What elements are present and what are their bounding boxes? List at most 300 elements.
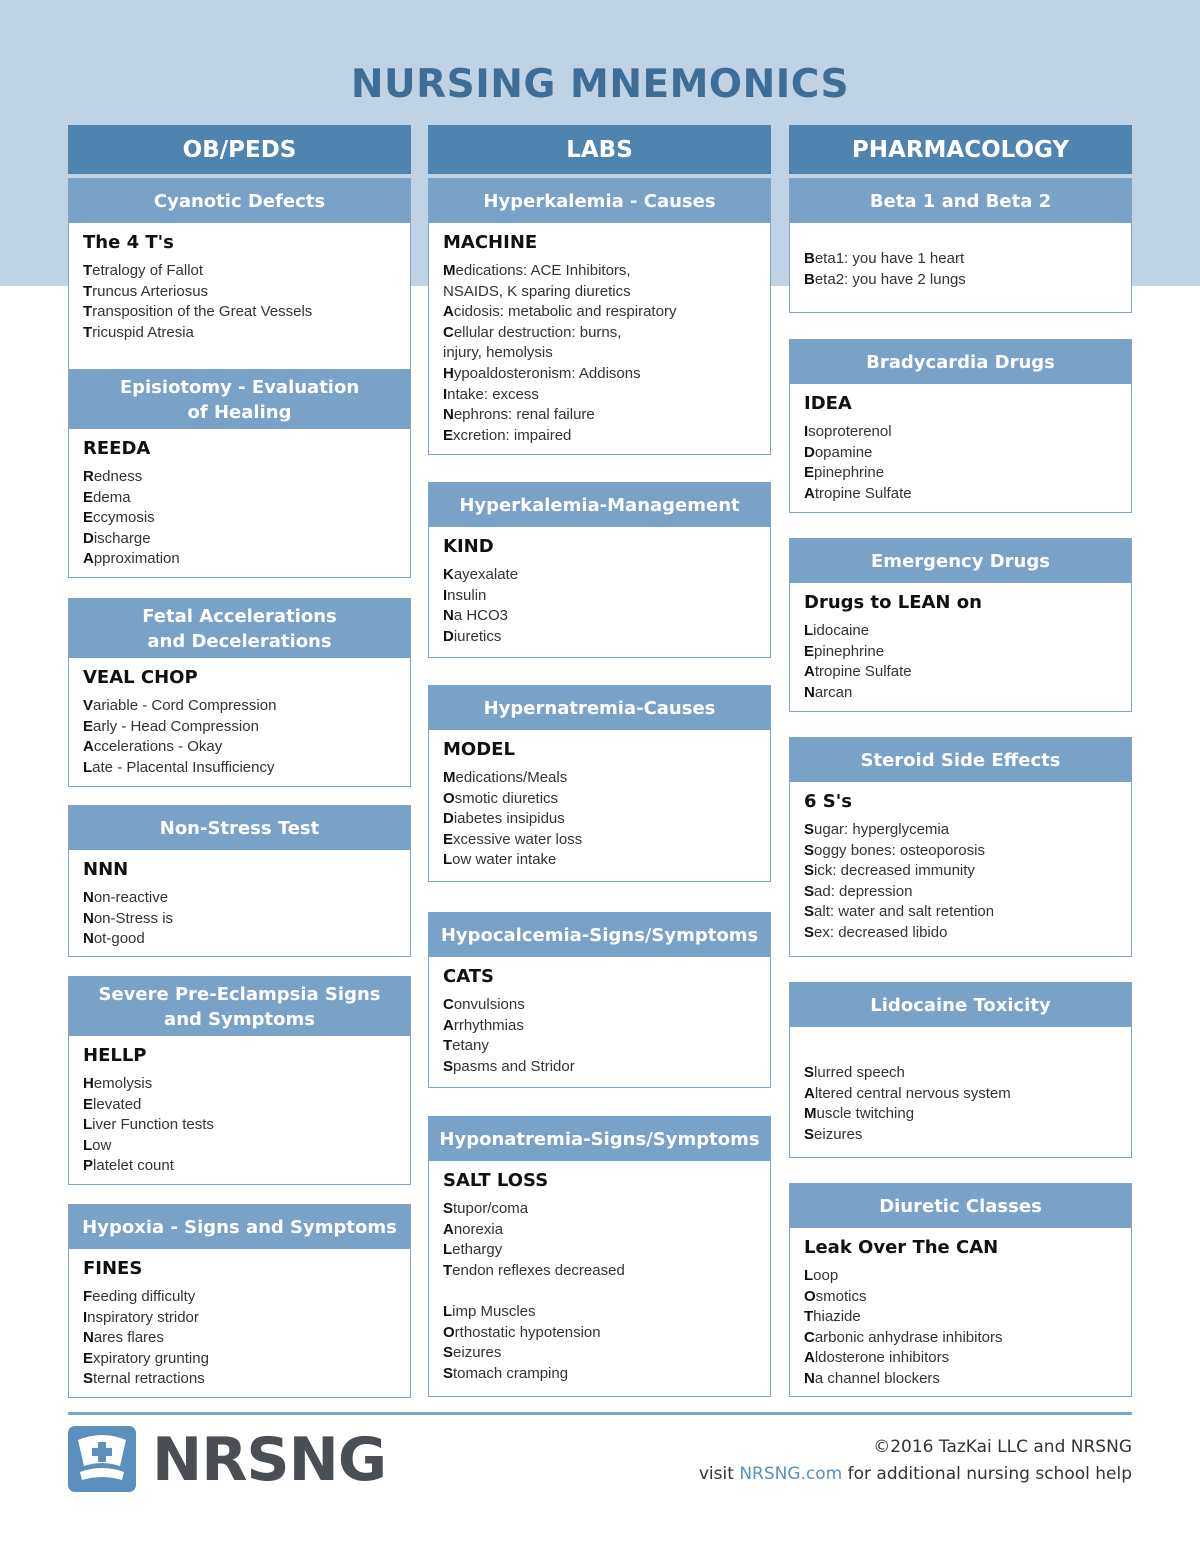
nrsng-logo[interactable]: [68, 1425, 388, 1495]
mnemonic-letter: O: [443, 1323, 455, 1341]
list-item: [83, 1156, 396, 1177]
card-title: Hyperkalemia - Causes: [429, 179, 770, 223]
mnemonic-letter: K: [443, 566, 454, 583]
card-bradycardia-drugs: [789, 339, 1132, 513]
list-item: [804, 820, 1117, 841]
mnemonic-letter: E: [83, 509, 94, 527]
list-item: [443, 282, 756, 303]
list-item: [443, 809, 756, 830]
mnemonic-letter: H: [443, 364, 454, 382]
mnemonic-letter: T: [443, 1261, 453, 1279]
item-text: oop: [813, 1267, 839, 1284]
item-text: hiazide: [813, 1308, 861, 1326]
card-title: Bradycardia Drugs: [790, 340, 1131, 384]
item-text: arbonic anhydrase inhibitors: [814, 1328, 1003, 1346]
mnemonic-title: Leak Over The CAN: [804, 1237, 999, 1258]
list-item: [443, 343, 756, 364]
item-text: ares flares: [93, 1329, 164, 1347]
item-text: latelet count: [93, 1157, 174, 1175]
mnemonic-letter: T: [804, 1308, 814, 1326]
mnemonic-title: IDEA: [804, 393, 852, 414]
item-text: iver Function tests: [92, 1116, 214, 1134]
mnemonic-letter: N: [83, 889, 94, 906]
nurse-cap-cross-icon: [68, 1426, 136, 1492]
mnemonic-letter: E: [83, 1095, 94, 1113]
card-title: Hypernatremia-Causes: [429, 686, 770, 730]
list-item: [443, 627, 756, 648]
item-text: alt: water and salt retention: [814, 903, 995, 921]
mnemonic-letter: D: [804, 443, 815, 461]
item-text: smotic diuretics: [454, 789, 559, 807]
item-text: ischarge: [93, 529, 151, 547]
list-item: [443, 1323, 756, 1344]
mnemonic-letter: A: [443, 1220, 454, 1238]
mnemonic-title: NNN: [83, 859, 129, 880]
mnemonic-letter: S: [804, 903, 815, 921]
mnemonic-title: 6 S's: [804, 791, 852, 812]
mnemonic-letter: I: [83, 1308, 88, 1326]
mnemonic-letter: N: [443, 406, 454, 424]
list-item: [804, 1307, 1117, 1328]
mnemonic-letter: S: [443, 1200, 454, 1217]
card-body: [429, 730, 770, 877]
item-text: ntake: excess: [447, 385, 539, 403]
item-text: nsulin: [447, 586, 487, 604]
card-title: Hypocalcemia-Signs/Symptoms: [429, 913, 770, 957]
item-text: ltered central nervous system: [814, 1084, 1011, 1102]
item-text: tomach cramping: [453, 1364, 569, 1382]
card-body: [790, 1027, 1131, 1151]
mnemonic-letter: A: [804, 663, 815, 681]
item-text: ccelerations - Okay: [93, 738, 223, 756]
item-text: edness: [93, 468, 143, 485]
list-item: [83, 1369, 396, 1390]
list-item: [804, 1287, 1117, 1308]
mnemonic-letter: E: [443, 426, 454, 444]
visit-prefix: visit: [698, 1464, 740, 1484]
item-text: etany: [452, 1037, 489, 1055]
card-severe-pre-eclampsia-signs-and-symptoms: [68, 976, 411, 1185]
mnemonic-letter: S: [804, 1125, 815, 1143]
list-item: [443, 1199, 756, 1220]
mnemonic-letter: L: [804, 1267, 814, 1284]
item-text: ad: depression: [814, 882, 913, 900]
item-text: ayexalate: [453, 566, 519, 583]
item-text: edications/Meals: [455, 769, 568, 786]
mnemonic-letter: A: [443, 303, 454, 321]
mnemonic-title: CATS: [443, 966, 494, 987]
item-text: ternal retractions: [93, 1370, 205, 1388]
list-item: [443, 586, 756, 607]
mnemonic-letter: L: [443, 1302, 453, 1320]
item-text: idocaine: [813, 622, 870, 639]
mnemonic-letter: E: [804, 642, 815, 660]
list-item: [443, 768, 756, 789]
nrsng-link[interactable]: NRSNG.com: [739, 1464, 843, 1484]
card-hyperkalemia-causes: [428, 178, 771, 455]
list-item: [804, 463, 1117, 484]
list-item: [443, 850, 756, 871]
item-text: ow water intake: [452, 851, 557, 869]
list-item: [804, 1084, 1117, 1105]
mnemonic-letter: A: [804, 1349, 815, 1367]
item-text: uscle twitching: [816, 1105, 915, 1123]
list-item: [443, 995, 756, 1016]
card-body: [69, 429, 410, 576]
card-body: [69, 658, 410, 784]
mnemonic-letter: L: [443, 1241, 453, 1259]
list-item: [804, 270, 1117, 291]
mnemonic-letter: D: [443, 810, 454, 828]
list-item: [83, 909, 396, 930]
list-item: [443, 302, 756, 323]
item-text: endon reflexes decreased: [452, 1261, 625, 1279]
item-text: ypoaldosteronism: Addisons: [453, 364, 641, 382]
list-item: [83, 696, 396, 717]
item-text: ldosterone inhibitors: [814, 1349, 950, 1367]
mnemonic-letter: I: [443, 385, 448, 403]
item-text: ccymosis: [93, 509, 155, 527]
item-text: ransposition of the Great Vessels: [92, 303, 313, 321]
mnemonic-letter: S: [804, 1064, 815, 1081]
card-title: Hyponatremia-Signs/Symptoms: [429, 1117, 770, 1161]
list-item: [804, 683, 1117, 704]
list-item: [443, 1343, 756, 1364]
list-item: [443, 789, 756, 810]
list-item: [804, 642, 1117, 663]
visit-line: [699, 1461, 1132, 1488]
card-non-stress-test: [68, 805, 411, 957]
card-title: Emergency Drugs: [790, 539, 1131, 583]
item-text: tupor/coma: [453, 1200, 529, 1217]
list-item: [443, 1036, 756, 1057]
mnemonic-letter: S: [443, 1364, 454, 1382]
mnemonic-letter: C: [443, 996, 454, 1013]
column-pharmacology: [789, 125, 1132, 1387]
mnemonic-letter: M: [443, 769, 456, 786]
card-lidocaine-toxicity: [789, 982, 1132, 1158]
list-item: [804, 1063, 1117, 1084]
card-title: Episiotomy - Evaluation of Healing: [69, 370, 410, 429]
mnemonic-letter: C: [443, 323, 454, 341]
column-header-pharmacology: PHARMACOLOGY: [789, 125, 1132, 174]
item-text: rrhythmias: [453, 1016, 524, 1034]
column-ob-peds: [68, 125, 411, 1388]
item-text: NSAIDS, K sparing diuretics: [443, 282, 631, 300]
mnemonic-title: HELLP: [83, 1045, 147, 1066]
list-item: [804, 1266, 1117, 1287]
item-text: eizures: [814, 1125, 863, 1143]
list-item: [804, 882, 1117, 903]
mnemonic-letter: N: [83, 1329, 94, 1347]
item-text: runcus Arteriosus: [92, 282, 209, 300]
card-emergency-drugs: [789, 538, 1132, 712]
item-text: levated: [93, 1095, 142, 1113]
list-item: [83, 1287, 396, 1308]
item-text: arly - Head Compression: [93, 717, 259, 735]
item-text: ariable - Cord Compression: [93, 697, 277, 714]
list-item: [83, 737, 396, 758]
item-text: eta2: you have 2 lungs: [814, 270, 966, 288]
mnemonic-letter: T: [83, 262, 93, 279]
list-item: [83, 1308, 396, 1329]
item-text: ricuspid Atresia: [92, 323, 194, 341]
card-body: [790, 782, 1131, 950]
list-item: [804, 621, 1117, 642]
column-labs: [428, 125, 771, 1382]
page-title: NURSING MNEMONICS: [350, 62, 850, 107]
card-hyponatremia-signs-symptoms: [428, 1116, 771, 1397]
item-text: on-reactive: [93, 889, 169, 906]
card-body: [790, 583, 1131, 709]
mnemonic-letter: T: [443, 1037, 453, 1055]
card-body: [429, 527, 770, 653]
item-text: ugar: hyperglycemia: [814, 821, 950, 838]
mnemonic-letter: S: [804, 882, 815, 900]
item-text: on-Stress is: [93, 909, 174, 927]
mnemonic-letter: S: [443, 1057, 454, 1075]
item-text: cidosis: metabolic and respiratory: [453, 303, 677, 321]
mnemonic-letter: L: [804, 622, 814, 639]
mnemonic-letter: E: [804, 464, 815, 482]
item-text: ate - Placental Insufficiency: [92, 758, 275, 776]
item-text: a channel blockers: [814, 1369, 940, 1387]
mnemonic-title: MACHINE: [443, 232, 538, 253]
list-item: [83, 508, 396, 529]
list-item: [443, 426, 756, 447]
card-title: Severe Pre-Eclampsia Signs and Symptoms: [69, 977, 410, 1036]
list-item: [443, 364, 756, 385]
card-title: Steroid Side Effects: [790, 738, 1131, 782]
mnemonic-letter: S: [804, 821, 815, 838]
item-text: ow: [92, 1136, 112, 1154]
list-item: [443, 261, 756, 282]
card-title: Beta 1 and Beta 2: [790, 179, 1131, 223]
mnemonic-letter: F: [83, 1288, 93, 1305]
item-text: pinephrine: [814, 464, 885, 482]
mnemonic-title: FINES: [83, 1258, 143, 1279]
list-item: [804, 249, 1117, 270]
mnemonic-letter: L: [83, 1116, 93, 1134]
mnemonic-letter: E: [83, 1349, 94, 1367]
list-item: [83, 282, 396, 303]
mnemonic-letter: A: [83, 738, 94, 756]
mnemonic-letter: N: [804, 1369, 815, 1387]
list-item: [83, 888, 396, 909]
card-title: Fetal Accelerations and Decelerations: [69, 599, 410, 658]
mnemonic-letter: T: [83, 323, 93, 341]
list-item: [83, 1349, 396, 1370]
item-text: a HCO3: [453, 607, 509, 625]
mnemonic-letter: E: [443, 830, 454, 848]
column-header-labs: LABS: [428, 125, 771, 174]
item-text: tropine Sulfate: [814, 663, 912, 681]
mnemonic-letter: I: [804, 423, 809, 440]
item-text: dema: [93, 488, 131, 506]
item-text: ethargy: [452, 1241, 503, 1259]
mnemonic-letter: A: [804, 484, 815, 502]
mnemonic-letter: M: [804, 1105, 817, 1123]
card-body: [429, 957, 770, 1083]
mnemonic-letter: L: [83, 1136, 93, 1154]
card-beta-1-and-beta-2: [789, 178, 1132, 313]
item-text: xcretion: impaired: [453, 426, 572, 444]
list-spacer: [443, 1281, 756, 1302]
list-item: [83, 1136, 396, 1157]
item-text: pinephrine: [814, 642, 885, 660]
mnemonic-letter: O: [804, 1287, 816, 1305]
item-text: emolysis: [93, 1075, 153, 1092]
column-header-ob-peds: OB/PEDS: [68, 125, 411, 174]
list-item: [443, 1240, 756, 1261]
list-item: [443, 830, 756, 851]
list-item: [443, 1016, 756, 1037]
mnemonic-letter: T: [83, 282, 93, 300]
copyright-text: ©2016 TazKai LLC and NRSNG: [873, 1437, 1132, 1457]
list-item: [443, 1302, 756, 1323]
mnemonic-letter: N: [443, 607, 454, 625]
card-episiotomy-evaluation-of-healing: [68, 369, 411, 578]
card-body: [69, 850, 410, 956]
mnemonic-letter: N: [83, 909, 94, 927]
item-text: pasms and Stridor: [453, 1057, 575, 1075]
list-item: [443, 1261, 756, 1282]
item-text: eizures: [453, 1344, 502, 1362]
mnemonic-letter: D: [443, 627, 454, 645]
item-text: ick: decreased immunity: [814, 862, 975, 880]
mnemonic-title: KIND: [443, 536, 494, 557]
item-text: soproterenol: [808, 423, 892, 440]
mnemonic-letter: S: [804, 862, 815, 880]
mnemonic-letter: S: [804, 923, 815, 941]
mnemonic-letter: L: [83, 758, 93, 776]
card-hyperkalemia-management: [428, 482, 771, 658]
mnemonic-letter: R: [83, 468, 94, 485]
item-text: ot-good: [93, 930, 145, 948]
list-item: [804, 902, 1117, 923]
mnemonic-title: MODEL: [443, 739, 515, 760]
mnemonic-letter: H: [83, 1075, 94, 1092]
list-item: [83, 758, 396, 779]
list-item: [804, 861, 1117, 882]
mnemonic-letter: P: [83, 1157, 94, 1175]
mnemonic-title: REEDA: [83, 438, 151, 459]
item-text: etralogy of Fallot: [92, 262, 204, 279]
list-item: [804, 484, 1117, 505]
item-text: norexia: [453, 1220, 504, 1238]
card-fetal-accelerations-and-decelerations: [68, 598, 411, 787]
list-item: [83, 929, 396, 950]
item-text: rthostatic hypotension: [454, 1323, 601, 1341]
mnemonic-letter: V: [83, 697, 94, 714]
mnemonic-letter: O: [443, 789, 455, 807]
item-text: ex: decreased libido: [814, 923, 948, 941]
list-item: [83, 1095, 396, 1116]
mnemonic-letter: B: [804, 250, 815, 267]
card-title: Non-Stress Test: [69, 806, 410, 850]
list-item: [83, 261, 396, 282]
list-item: [804, 443, 1117, 464]
mnemonic-letter: M: [443, 262, 456, 279]
mnemonic-letter: S: [83, 1370, 94, 1388]
card-body: [69, 1249, 410, 1396]
list-item: [804, 662, 1117, 683]
mnemonic-letter: A: [804, 1084, 815, 1102]
item-text: onvulsions: [453, 996, 525, 1013]
list-item: [443, 405, 756, 426]
mnemonic-title: VEAL CHOP: [83, 667, 198, 688]
mnemonic-letter: T: [83, 303, 93, 321]
list-item: [83, 1328, 396, 1349]
list-item: [83, 549, 396, 570]
item-text: eta1: you have 1 heart: [814, 250, 965, 267]
item-text: nspiratory stridor: [87, 1308, 199, 1326]
mnemonic-title: SALT LOSS: [443, 1170, 549, 1191]
item-text: tropine Sulfate: [814, 484, 912, 502]
mnemonic-title: The 4 T's: [83, 232, 174, 253]
card-hypernatremia-causes: [428, 685, 771, 882]
item-text: lurred speech: [814, 1064, 905, 1081]
card-body: [429, 223, 770, 452]
item-text: opamine: [814, 443, 873, 461]
list-item: [83, 1115, 396, 1136]
list-item: [443, 1057, 756, 1078]
mnemonic-letter: A: [83, 550, 94, 568]
item-text: imp Muscles: [452, 1302, 536, 1320]
mnemonic-letter: I: [443, 586, 448, 604]
card-title: Lidocaine Toxicity: [790, 983, 1131, 1027]
item-text: ephrons: renal failure: [453, 406, 595, 424]
list-item: [83, 529, 396, 550]
mnemonic-letter: C: [804, 1328, 815, 1346]
item-text: pproximation: [93, 550, 180, 568]
list-item: [804, 841, 1117, 862]
list-item: [443, 565, 756, 586]
item-text: arcan: [814, 683, 853, 701]
mnemonic-letter: B: [804, 270, 815, 288]
list-item: [804, 1104, 1117, 1125]
list-item: [804, 923, 1117, 944]
item-text: oggy bones: osteoporosis: [814, 841, 985, 859]
item-text: eeding difficulty: [92, 1288, 196, 1305]
list-item: [443, 385, 756, 406]
mnemonic-letter: N: [83, 930, 94, 948]
item-text: iuretics: [453, 627, 502, 645]
list-item: [804, 1328, 1117, 1349]
card-steroid-side-effects: [789, 737, 1132, 957]
visit-suffix: for additional nursing school help: [842, 1464, 1132, 1484]
list-item: [443, 606, 756, 627]
mnemonic-letter: D: [83, 529, 94, 547]
list-item: [83, 1074, 396, 1095]
list-item: [83, 488, 396, 509]
card-title: Cyanotic Defects: [69, 179, 410, 223]
footer-divider: [68, 1412, 1132, 1415]
card-diuretic-classes: [789, 1183, 1132, 1397]
mnemonic-title: Drugs to LEAN on: [804, 592, 982, 613]
item-text: xpiratory grunting: [93, 1349, 209, 1367]
mnemonic-letter: A: [443, 1016, 454, 1034]
item-text: ellular destruction: burns,: [453, 323, 622, 341]
card-title: Hyperkalemia-Management: [429, 483, 770, 527]
logo-text: NRSNG: [152, 1425, 387, 1495]
list-item: [443, 323, 756, 344]
item-text: smotics: [815, 1287, 867, 1305]
card-body: [69, 223, 410, 349]
card-body: [790, 384, 1131, 510]
mnemonic-letter: E: [83, 488, 94, 506]
footer-credits: [699, 1434, 1132, 1488]
